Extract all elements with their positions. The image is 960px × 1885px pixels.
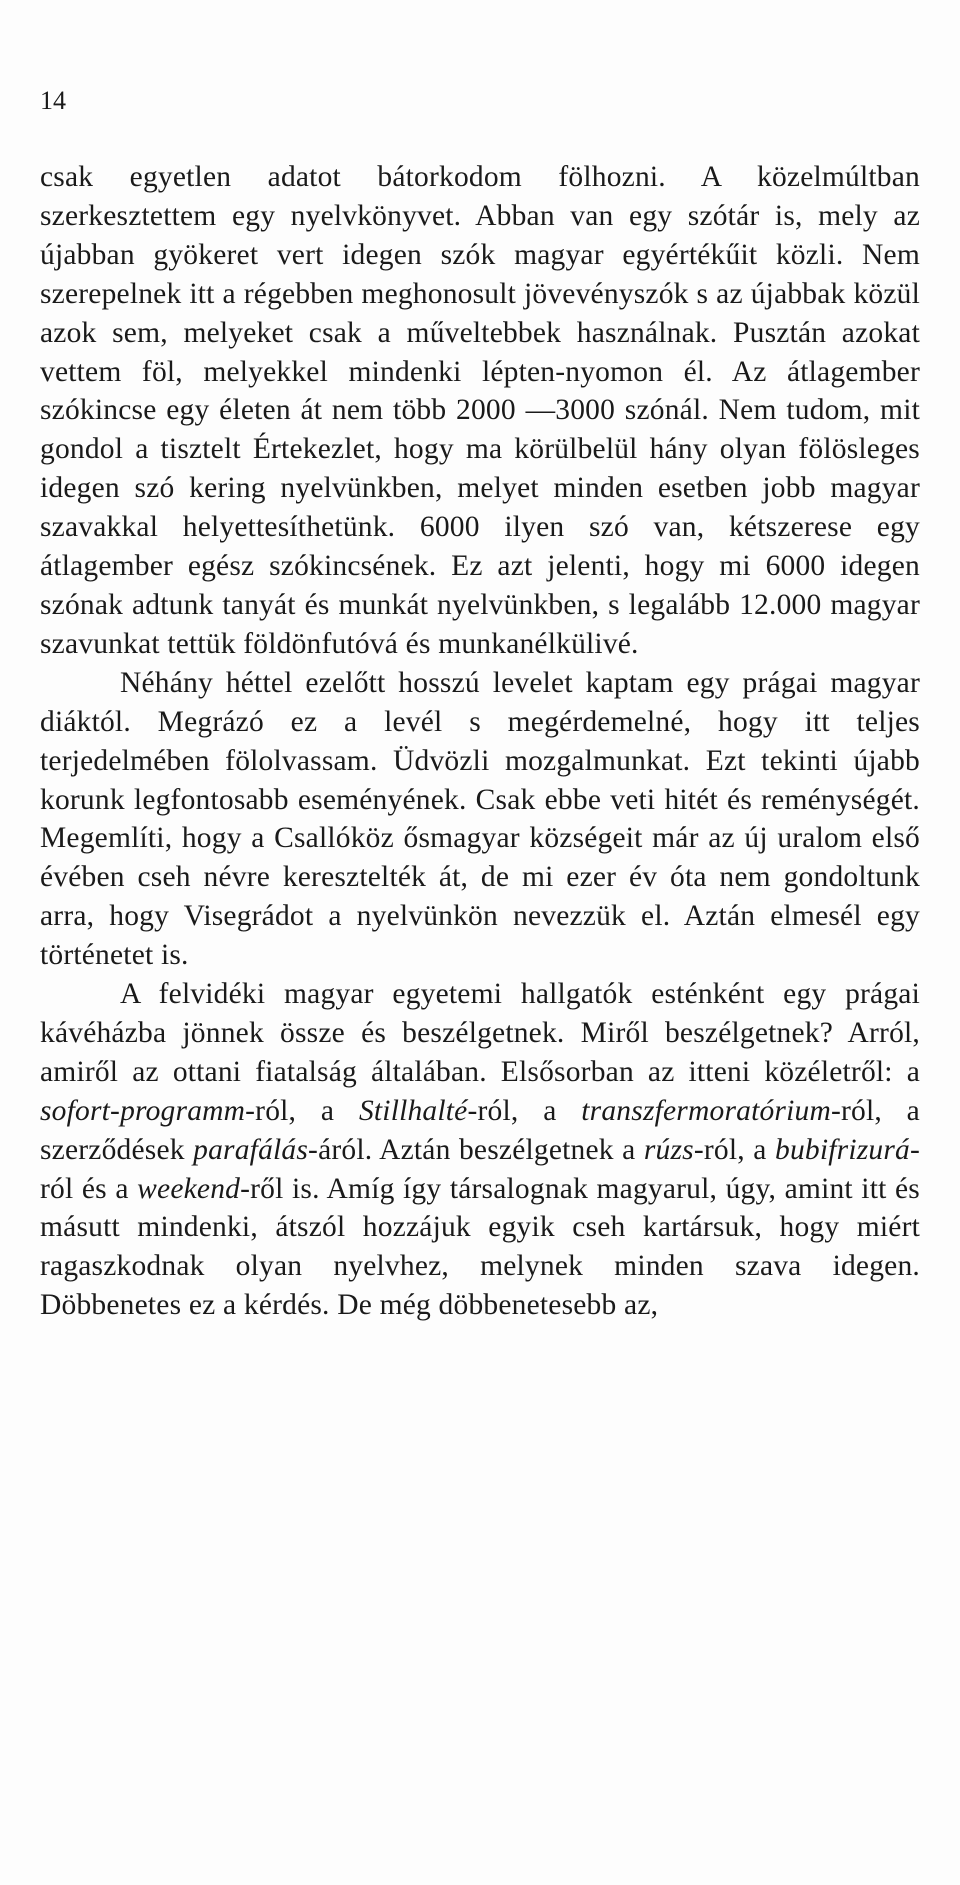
text-segment: -ról, a: [467, 1094, 582, 1127]
text-segment: -áról. Aztán beszélgetnek a: [308, 1133, 644, 1166]
text-segment: Néhány héttel ezelőtt hosszú levelet kaptam egy prágai magyar diáktól. Megrázó ez a levél s megérdemelné, hogy itt teljes terjedelmében fölolvassam. Üdvözli mozgalmunkat. Ezt tekinti újabb korunk legfontosabb eseményének. Csak ebbe veti hitét és reménységét. Megemlíti, hogy a Csallóköz ősmagyar községeit már az új uralom első évében cseh névre keresztelték át, de mi ezer év óta nem gondoltunk arra, hogy Visegrádot a nyelvünkön nevezzük el. Aztán elmesél egy történetet is.: [40, 666, 920, 972]
italic-term: Stillhalté: [358, 1094, 468, 1127]
body-text: [40, 158, 920, 1325]
text-segment: -ról és a: [40, 1133, 921, 1205]
italic-term: rúzs: [643, 1133, 694, 1166]
text-segment: -ról, a: [693, 1133, 775, 1166]
italic-term: parafálás: [193, 1133, 309, 1166]
italic-term: transzfermoratórium: [581, 1094, 831, 1127]
text-segment: -ről is. Amíg így társalognak magyarul, úgy, amint itt és másutt mindenki, átszól hozzájuk egyik cseh kartársuk, hogy miért ragaszkodnak olyan nyelvhez, melynek minden szava idegen. Döbbenetes ez a kérdés. De még döbbenetesebb az,: [40, 1172, 920, 1322]
text-segment: -ról, a: [245, 1094, 359, 1127]
paragraph-3: [40, 975, 920, 1325]
text-segment: A felvidéki magyar egyetemi hallgatók esténként egy prágai kávéházba jönnek össze és beszélgetnek. Miről beszélgetnek? Arról, amiről az ottani fiatalság általában. Elsősorban az itteni közéletről: a: [40, 978, 920, 1088]
italic-term: sofort-programm: [40, 1094, 246, 1127]
italic-term: bubifrizurá: [775, 1133, 910, 1166]
text-segment: -ról, a szerződések: [40, 1094, 920, 1166]
page-number: 14: [40, 86, 66, 115]
paragraph-2: [40, 664, 920, 975]
paragraph-1: [40, 158, 920, 664]
text-segment: csak egyetlen adatot bátorkodom fölhozni. A közelmúltban szerkesztettem egy nyelvkönyvet. Abban van egy szótár is, mely az újabban gyökeret vert idegen szók magyar egyértékűit közli. Nem szerepelnek itt a régebben meghonosult jövevényszók s az újabbak közül azok sem, melyeket csak a műveltebbek használnak. Pusztán azokat vettem föl, melyekkel mindenki lépten-nyomon él. Az átlagember szókincse egy életen át nem több 2000 —3000 szónál. Nem tudom, mit gondol a tisztelt Értekezlet, hogy ma körülbelül hány olyan fölösleges idegen szó kering nyelvünkben, melyet minden esetben jobb magyar szavakkal helyettesíthetünk. 6000 ilyen szó van, kétszerese egy átlagember egész szókincsének. Ez azt jelenti, hogy mi 6000 idegen szónak adtunk tanyát és munkát nyelvünkben, s legalább 12.000 magyar szavunkat tettük földönfutóvá és munkanélkülivé.: [40, 161, 920, 660]
italic-term: weekend: [137, 1172, 241, 1205]
